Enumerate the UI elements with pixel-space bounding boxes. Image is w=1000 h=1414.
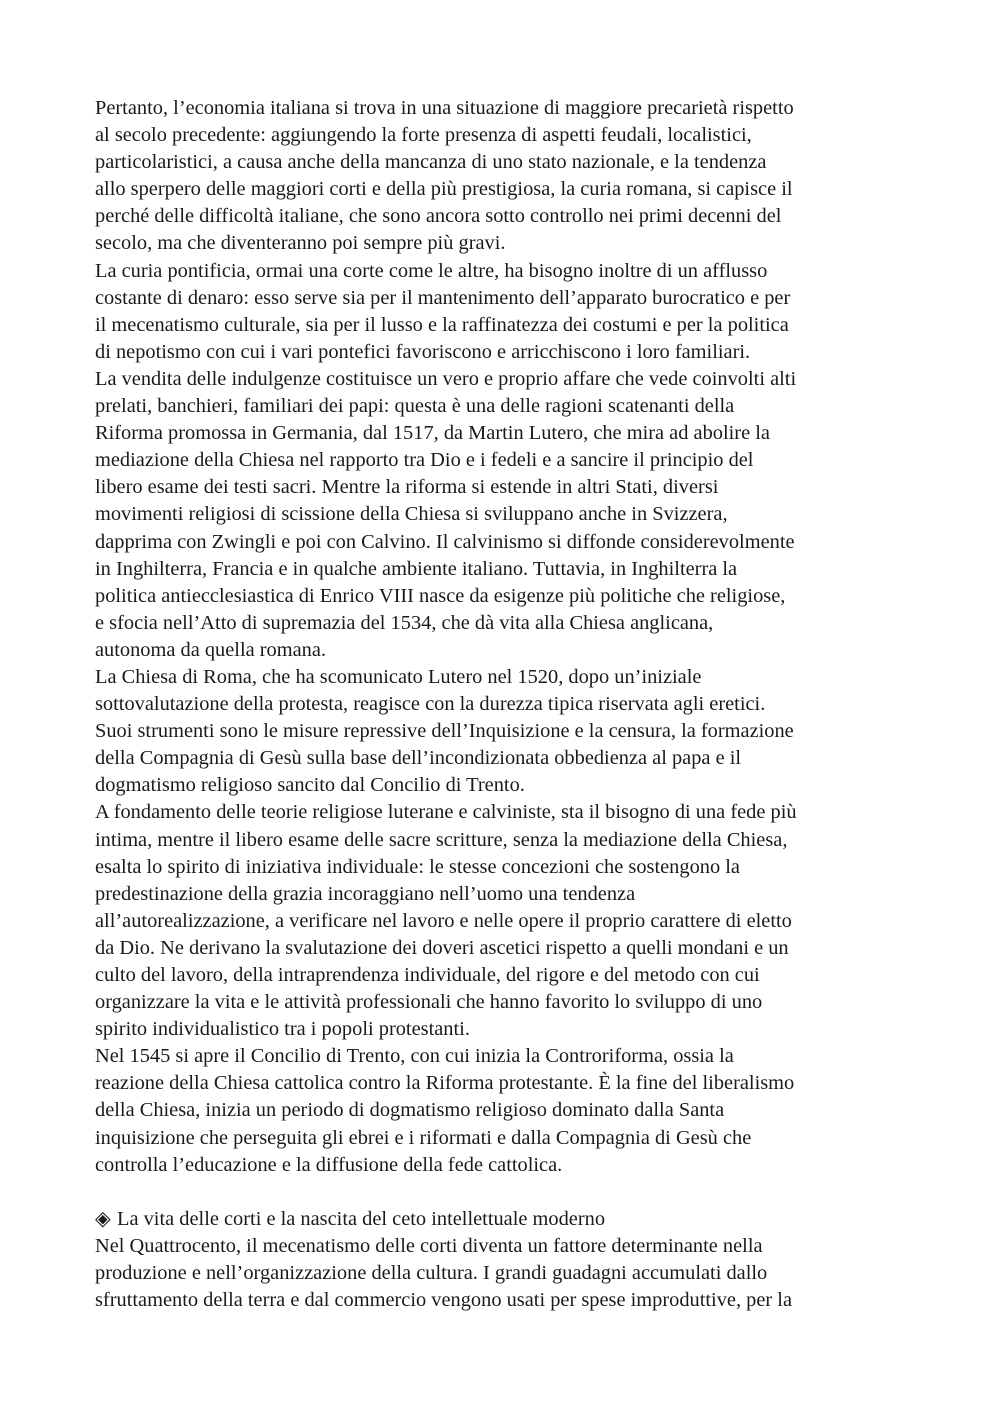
text-line: perché delle difficoltà italiane, che sono ancora sotto controllo nei primi decenni del: [95, 205, 782, 228]
text-line: intima, mentre il libero esame delle sacre scritture, senza la mediazione della Chiesa,: [95, 828, 788, 851]
blank-line: [95, 1179, 915, 1206]
text-line: da Dio. Ne derivano la svalutazione dei doveri ascetici rispetto a quelli mondani e un: [95, 936, 789, 959]
text-line: La curia pontificia, ormai una corte come le altre, ha bisogno inoltre di un afflusso: [95, 259, 768, 282]
text-line: esalta lo spirito di iniziativa individuale: le stesse concezioni che sostengono la: [95, 855, 740, 878]
text-line: secolo, ma che diventeranno poi sempre più gravi.: [95, 232, 506, 255]
text-line: dogmatismo religioso sancito dal Concilio di Trento.: [95, 774, 525, 797]
text-line: libero esame dei testi sacri. Mentre la riforma si estende in altri Stati, diversi: [95, 476, 719, 499]
text-line: produzione e nell’organizzazione della cultura. I grandi guadagni accumulati dallo: [95, 1262, 768, 1285]
text-line: Riforma promossa in Germania, dal 1517, da Martin Lutero, che mira ad abolire la: [95, 422, 770, 445]
text-line: dapprima con Zwingli e poi con Calvino. Il calvinismo si diffonde considerevolmente: [95, 530, 795, 553]
text-line: della Chiesa, inizia un periodo di dogmatismo religioso dominato dalla Santa: [95, 1099, 725, 1122]
text-line: sfruttamento della terra e dal commercio vengono usati per spese improduttive, per la: [95, 1289, 793, 1312]
paragraph-concilio-trento: [95, 1043, 915, 1178]
text-line: controlla l’educazione e la diffusione della fede cattolica.: [95, 1153, 563, 1176]
text-line: il mecenatismo culturale, sia per il lusso e la raffinatezza dei costumi e per la politica: [95, 313, 789, 336]
text-line: in Inghilterra, Francia e in qualche ambiente italiano. Tuttavia, in Inghilterra la: [95, 557, 738, 580]
text-line: al secolo precedente: aggiungendo la forte presenza di aspetti feudali, localistici,: [95, 124, 752, 147]
text-line: predestinazione della grazia incoraggiano nell’uomo una tendenza: [95, 882, 636, 905]
text-line: costante di denaro: esso serve sia per il mantenimento dell’apparato burocratico e per: [95, 286, 791, 309]
text-line: inquisizione che perseguita gli ebrei e i riformati e dalla Compagnia di Gesù che: [95, 1126, 752, 1149]
section-heading: [95, 1206, 915, 1233]
text-line: all’autorealizzazione, a verificare nel lavoro e nelle opere il proprio carattere di eletto: [95, 909, 792, 932]
paragraph-quattrocento: [95, 1233, 915, 1314]
text-line: organizzare la vita e le attività professionali che hanno favorito lo sviluppo di uno: [95, 991, 763, 1014]
text-line: Nel 1545 si apre il Concilio di Trento, con cui inizia la Controriforma, ossia la: [95, 1045, 734, 1068]
text-line: reazione della Chiesa cattolica contro la Riforma protestante. È la fine del liberalismo: [95, 1072, 795, 1095]
text-line: culto del lavoro, della intraprendenza individuale, del rigore e del metodo con cui: [95, 964, 760, 986]
section-heading-text: La vita delle corti e la nascita del ceto intellettuale moderno: [117, 1207, 606, 1230]
text-line: autonoma da quella romana.: [95, 638, 327, 661]
document-page: [95, 95, 915, 1314]
text-line: La vendita delle indulgenze costituisce un vero e proprio affare che vede coinvolti alti: [95, 367, 797, 390]
paragraph-curia: [95, 258, 915, 366]
text-line: di nepotismo con cui i vari pontefici favoriscono e arricchiscono i loro familiari.: [95, 340, 751, 363]
text-line: e sfocia nell’Atto di supremazia del 1534, che dà vita alla Chiesa anglicana,: [95, 611, 714, 634]
text-line: A fondamento delle teorie religiose luterane e calviniste, sta il bisogno di una fede più: [95, 801, 797, 824]
text-line: movimenti religiosi di scissione della Chiesa si sviluppano anche in Svizzera,: [95, 503, 728, 526]
text-line: Pertanto, l’economia italiana si trova in una situazione di maggiore precarietà rispetto: [95, 97, 794, 119]
text-line: della Compagnia di Gesù sulla base dell’incondizionata obbedienza al papa e il: [95, 747, 742, 770]
paragraph-indulgenze: [95, 366, 915, 664]
text-line: prelati, banchieri, familiari dei papi: questa è una delle ragioni scatenanti della: [95, 395, 735, 418]
paragraph-chiesa-roma: [95, 664, 915, 799]
text-line: Nel Quattrocento, il mecenatismo delle corti diventa un fattore determinante nella: [95, 1234, 763, 1257]
text-line: sottovalutazione della protesta, reagisce con la durezza tipica riservata agli eretici.: [95, 693, 766, 716]
text-line: allo sperpero delle maggiori corti e della più prestigiosa, la curia romana, si capisce il: [95, 178, 793, 201]
text-line: Suoi strumenti sono le misure repressive dell’Inquisizione e la censura, la formazione: [95, 720, 794, 743]
text-line: politica antiecclesiastica di Enrico VIII nasce da esigenze più politiche che religiose,: [95, 584, 786, 607]
text-line: mediazione della Chiesa nel rapporto tra Dio e i fedeli e a sancire il principio del: [95, 449, 754, 472]
text-line: spirito individualistico tra i popoli protestanti.: [95, 1018, 470, 1041]
diamond-bullet-icon: ◈: [95, 1207, 111, 1230]
text-line: La Chiesa di Roma, che ha scomunicato Lutero nel 1520, dopo un’iniziale: [95, 665, 702, 688]
paragraph-teorie-religiose: [95, 799, 915, 1043]
paragraph-economia: [95, 95, 915, 258]
text-line: particolaristici, a causa anche della mancanza di uno stato nazionale, e la tendenza: [95, 151, 767, 174]
